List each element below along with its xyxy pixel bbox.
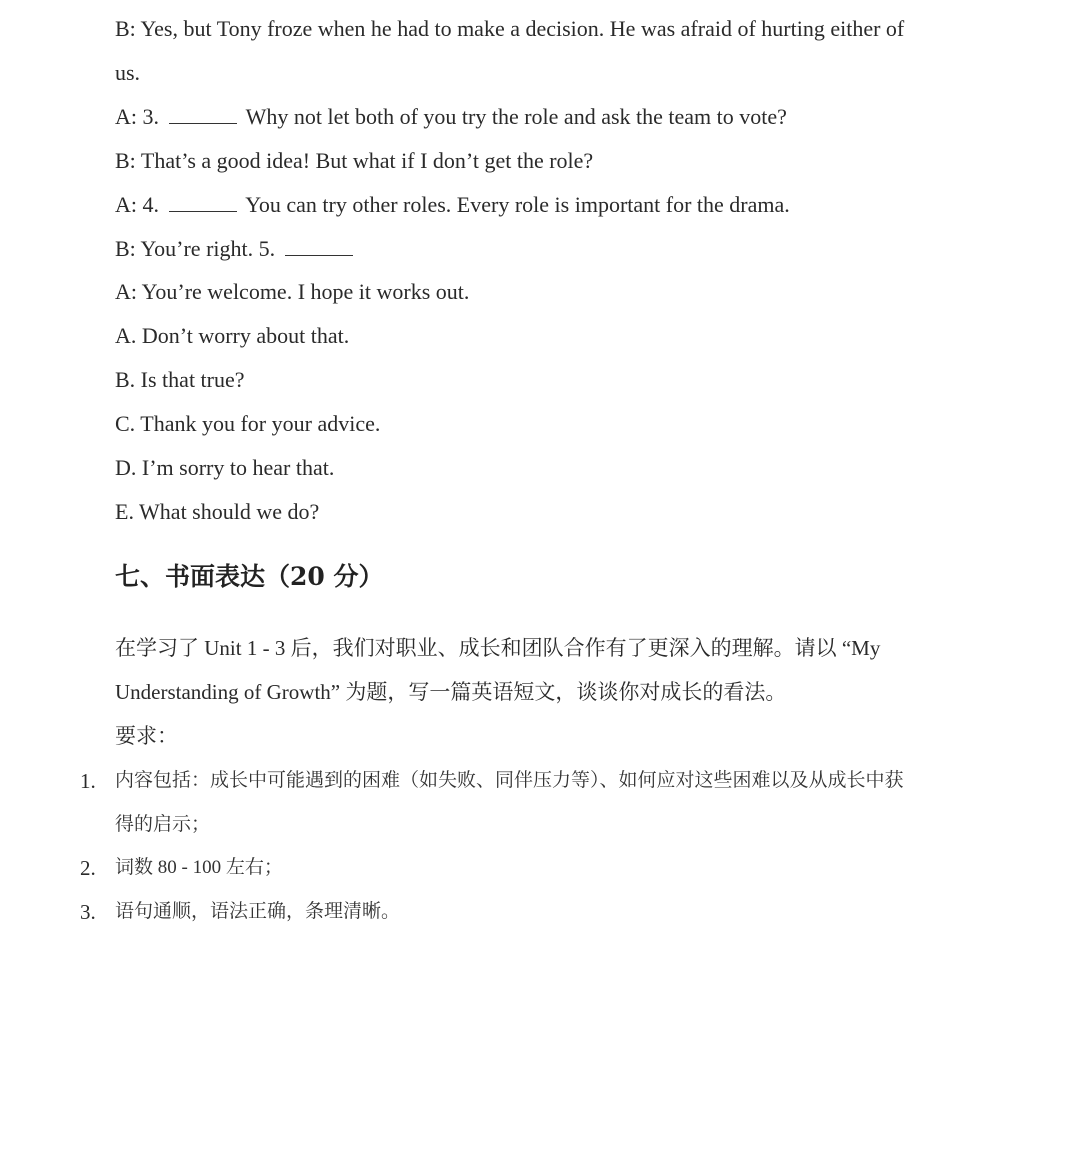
- option-b: B. Is that true?: [115, 367, 245, 392]
- dialogue-line-b3: [115, 235, 357, 263]
- dialogue-line-a4: [115, 191, 790, 219]
- dialogue-line-a4-suffix: You can try other roles. Every role is important for the drama.: [245, 192, 790, 217]
- dialogue-line-a5: A: You’re welcome. I hope it works out.: [115, 279, 470, 304]
- option-a: A. Don’t worry about that.: [115, 323, 350, 348]
- requirement-2: 词数 80 - 100 左右；: [115, 857, 283, 878]
- section-heading: 七、书面表达（20 分）: [115, 562, 384, 591]
- requirement-number-2: 2.: [80, 856, 96, 880]
- prompt-intro-line-1: 在学习了 Unit 1 - 3 后，我们对职业、成长和团队合作有了更深入的理解。请以 “My: [115, 636, 881, 660]
- dialogue-line-b3-prefix: B: You’re right. 5.: [115, 236, 276, 261]
- dialogue-line-a3: [115, 103, 787, 131]
- dialogue-line-a4-prefix: A: 4.: [115, 192, 159, 217]
- option-d: D. I’m sorry to hear that.: [115, 455, 335, 480]
- prompt-intro-line-2: Understanding of Growth” 为题，写一篇英语短文，谈谈你对成长的看法。: [115, 680, 787, 704]
- dialogue-line-a3-suffix: Why not let both of you try the role and ask the team to vote?: [245, 104, 787, 129]
- option-c: C. Thank you for your advice.: [115, 411, 381, 436]
- dialogue-line-a3-prefix: A: 3.: [115, 104, 159, 129]
- answer-blank-3[interactable]: [169, 103, 237, 124]
- requirement-number-1: 1.: [80, 769, 96, 793]
- requirement-1-line-1: 内容包括：成长中可能遇到的困难（如失败、同伴压力等）、如何应对这些困难以及从成长中获: [115, 770, 904, 791]
- answer-blank-4[interactable]: [169, 191, 237, 212]
- dialogue-line-b1: B: Yes, but Tony froze when he had to make a decision. He was afraid of hurting either of: [115, 16, 905, 41]
- requirements-label: 要求：: [115, 724, 178, 748]
- dialogue-line-b2: B: That’s a good idea! But what if I don’t get the role?: [115, 148, 594, 173]
- requirement-number-3: 3.: [80, 900, 96, 924]
- dialogue-line-b1-continued: us.: [115, 60, 141, 85]
- requirement-1-line-2: 得的启示；: [115, 814, 211, 835]
- answer-blank-5[interactable]: [285, 235, 353, 256]
- option-e: E. What should we do?: [115, 499, 320, 524]
- header-logo-fragment-icon: [54, 0, 136, 6]
- requirement-3: 语句通顺，语法正确，条理清晰。: [115, 901, 401, 922]
